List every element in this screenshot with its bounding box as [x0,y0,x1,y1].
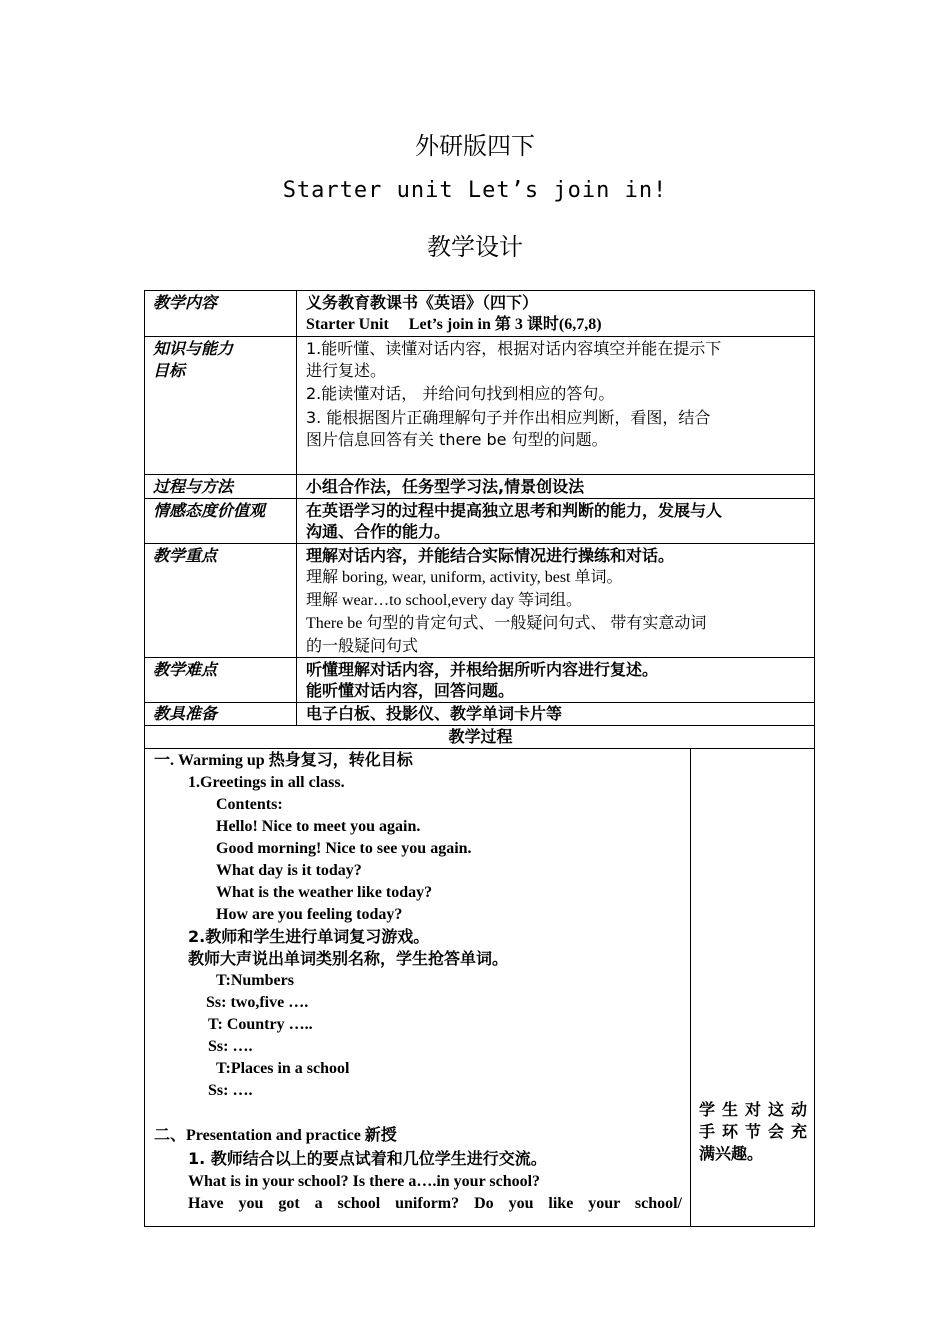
proc-line: Hello! Nice to meet you again. [216,818,421,835]
proc-line: T:Numbers [216,972,294,989]
proc-line: 一. Warming up 热身复习，转化目标 [154,752,413,769]
row-divider [145,657,814,658]
label-process: 过程与方法 [153,477,234,496]
row-divider [145,474,814,475]
difficulty-line-2: 能听懂对话内容，回答问题。 [306,681,515,700]
doc-subtitle: Starter unit Let’s join in! [282,178,668,203]
knowledge-line-1: 1.能听懂、读懂对话内容，根据对话内容填空并能在提示下 [306,339,722,358]
process-text: 小组合作法，任务型学习法,情景创设法 [306,477,585,496]
key-line-2: 理解 boring, wear, uniform, activity, best 单词。 [306,569,623,586]
proc-line: What day is it today? [216,862,362,879]
row-divider [145,498,814,499]
knowledge-line-5: 图片信息回答有关 there be 句型的问题。 [306,430,608,449]
proc-line: What is in your school? Is there a….in your school? [188,1173,541,1190]
row-divider [145,543,814,544]
row-divider [145,336,814,337]
content-line-2: Starter Unit Let’s join in 第 3 课时(6,7,8) [306,316,602,333]
proc-line: 1. 教师结合以上的要点试着和几位学生进行交流。 [188,1149,547,1168]
proc-line: 1.Greetings in all class. [188,774,345,791]
proc-line: 二、Presentation and practice 新授 [154,1127,397,1144]
proc-line: Ss: …. [208,1038,253,1055]
label-difficulty: 教学难点 [153,660,218,679]
column-divider [296,291,297,725]
content-line-1: 义务教育教课书《英语》（四下） [306,293,539,312]
knowledge-line-3: 2.能读懂对话， 并给问句找到相应的答句。 [306,384,615,403]
proc-line: T: Country ….. [208,1016,313,1033]
knowledge-line-4: 3. 能根据图片正确理解句子并作出相应判断，看图，结合 [306,408,711,427]
proc-line: Good morning! Nice to see you again. [216,840,472,857]
label-content: 教学内容 [153,293,218,312]
key-line-4: There be 句型的肯定句式、一般疑问句式、 带有实意动词 [306,615,707,632]
doc-heading: 教学设计 [427,233,523,261]
emotion-line-1: 在英语学习的过程中提高独立思考和判断的能力，发展与人 [306,501,723,520]
key-line-3: 理解 wear…to school,every day 等词组。 [306,592,582,609]
proc-line: Ss: …. [208,1082,253,1099]
proc-line: T:Places in a school [216,1060,350,1077]
label-key: 教学重点 [153,546,218,565]
proc-line: Have you got a school uniform? Do you like your school/ [188,1195,682,1212]
knowledge-line-2: 进行复述。 [306,361,387,380]
label-tools: 教具准备 [153,704,218,723]
proc-line: What is the weather like today? [216,884,433,901]
emotion-line-2: 沟通、合作的能力。 [306,522,451,541]
lesson-plan-table [144,290,815,1227]
proc-line: 2.教师和学生进行单词复习游戏。 [188,927,430,946]
note-line: 学生对这动 [699,1100,807,1119]
key-line-1: 理解对话内容，并能结合实际情况进行操练和对话。 [306,546,675,565]
note-line: 满兴趣。 [699,1144,764,1163]
proc-line: Ss: two,five …. [206,994,309,1011]
key-line-5: 的一般疑问句式 [306,636,419,655]
doc-title: 外研版四下 [415,132,535,160]
proc-line: How are you feeling today? [216,906,403,923]
note-line: 手环节会充 [699,1122,807,1141]
process-header: 教学过程 [448,727,513,746]
label-knowledge-1: 知识与能力 [153,339,234,358]
proc-line: 教师大声说出单词类别名称，学生抢答单词。 [188,949,509,968]
label-knowledge-2: 目标 [153,361,186,380]
difficulty-line-1: 听懂理解对话内容，并根给据所听内容进行复述。 [306,660,659,679]
row-divider [145,748,814,749]
tools-text: 电子白板、投影仪、教学单词卡片等 [306,704,563,723]
proc-line: Contents: [216,796,283,813]
column-divider [690,748,691,1227]
label-emotion: 情感态度价值观 [153,501,266,520]
